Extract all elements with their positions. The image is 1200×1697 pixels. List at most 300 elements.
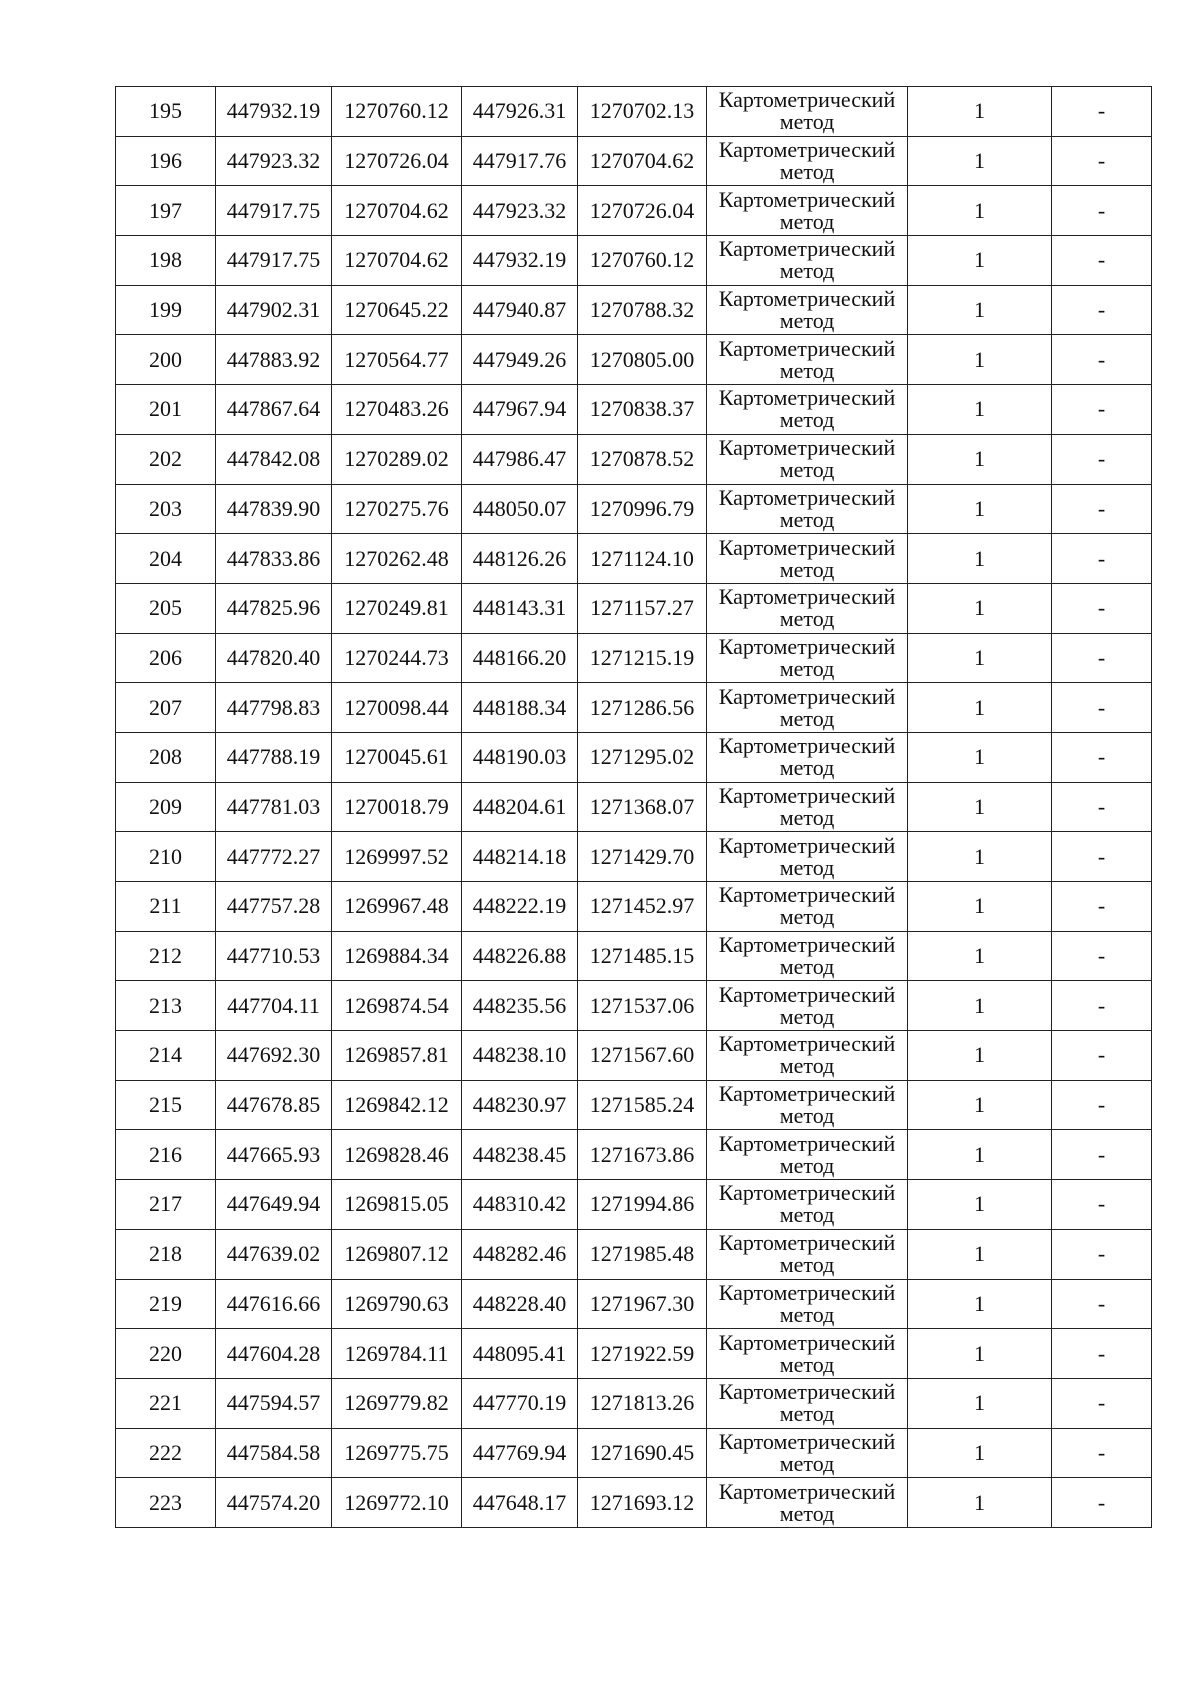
point-number-cell: 206 [116,633,216,683]
note-cell: - [1052,732,1152,782]
y1-cell: 1269842.12 [332,1080,462,1130]
table-row [116,882,1152,932]
y1-cell: 1270275.76 [332,484,462,534]
y2-cell: 1270838.37 [578,385,707,435]
y1-cell: 1269779.82 [332,1378,462,1428]
point-number-cell: 214 [116,1031,216,1081]
precision-cell: 1 [908,87,1052,137]
table-row [116,931,1152,981]
method-cell [707,1378,908,1428]
method-line-2: метод [779,1252,835,1278]
method-line-2: метод [779,208,835,234]
x1-cell: 447665.93 [216,1130,332,1180]
y2-cell: 1271452.97 [578,882,707,932]
y2-cell: 1271922.59 [578,1329,707,1379]
y1-cell: 1269807.12 [332,1229,462,1279]
y2-cell: 1271429.70 [578,832,707,882]
method-cell [707,732,908,782]
x1-cell: 447833.86 [216,534,332,584]
y1-cell: 1270483.26 [332,385,462,435]
y2-cell: 1271994.86 [578,1180,707,1230]
method-line-1: Картометрический [718,1428,896,1454]
y1-cell: 1270704.62 [332,186,462,236]
method-line-2: метод [779,357,835,383]
y2-cell: 1271567.60 [578,1031,707,1081]
x1-cell: 447704.11 [216,981,332,1031]
x2-cell: 447986.47 [462,434,578,484]
table-row [116,87,1152,137]
note-cell: - [1052,434,1152,484]
method-line-2: метод [779,954,835,980]
y1-cell: 1269857.81 [332,1031,462,1081]
method-cell [707,583,908,633]
table-row [116,981,1152,1031]
table-row [116,1478,1152,1528]
method-cell [707,484,908,534]
y2-cell: 1271985.48 [578,1229,707,1279]
y2-cell: 1270702.13 [578,87,707,137]
method-cell [707,434,908,484]
method-cell [707,534,908,584]
point-number-cell: 197 [116,186,216,236]
x2-cell: 448228.40 [462,1279,578,1329]
method-cell [707,931,908,981]
x1-cell: 447710.53 [216,931,332,981]
precision-cell: 1 [908,732,1052,782]
method-cell [707,1130,908,1180]
y2-cell: 1270805.00 [578,335,707,385]
note-cell: - [1052,1180,1152,1230]
y2-cell: 1270704.62 [578,136,707,186]
x2-cell: 448143.31 [462,583,578,633]
point-number-cell: 203 [116,484,216,534]
table-row [116,434,1152,484]
point-number-cell: 202 [116,434,216,484]
precision-cell: 1 [908,683,1052,733]
method-line-1: Картометрический [718,335,896,361]
note-cell: - [1052,335,1152,385]
method-line-1: Картометрический [718,1081,896,1107]
y2-cell: 1270760.12 [578,236,707,286]
y2-cell: 1271215.19 [578,633,707,683]
note-cell: - [1052,136,1152,186]
table-row [116,1031,1152,1081]
x2-cell: 448235.56 [462,981,578,1031]
method-line-2: метод [779,1053,835,1079]
note-cell: - [1052,1130,1152,1180]
method-line-1: Картометрический [718,782,896,808]
y1-cell: 1269884.34 [332,931,462,981]
x1-cell: 447781.03 [216,782,332,832]
x1-cell: 447825.96 [216,583,332,633]
method-line-2: метод [779,1152,835,1178]
method-line-2: метод [779,407,835,433]
x2-cell: 447923.32 [462,186,578,236]
method-line-2: метод [779,1500,835,1526]
x1-cell: 447678.85 [216,1080,332,1130]
note-cell: - [1052,1378,1152,1428]
point-number-cell: 218 [116,1229,216,1279]
method-cell [707,87,908,137]
method-line-2: метод [779,705,835,731]
y1-cell: 1269772.10 [332,1478,462,1528]
method-line-2: метод [779,258,835,284]
method-line-1: Картометрический [718,286,896,312]
method-cell [707,285,908,335]
table-row [116,136,1152,186]
point-number-cell: 217 [116,1180,216,1230]
point-number-cell: 200 [116,335,216,385]
precision-cell: 1 [908,285,1052,335]
x2-cell: 448214.18 [462,832,578,882]
note-cell: - [1052,583,1152,633]
point-number-cell: 204 [116,534,216,584]
point-number-cell: 196 [116,136,216,186]
point-number-cell: 211 [116,882,216,932]
precision-cell: 1 [908,1428,1052,1478]
method-cell [707,882,908,932]
precision-cell: 1 [908,1080,1052,1130]
table-row [116,1378,1152,1428]
y2-cell: 1270996.79 [578,484,707,534]
method-cell [707,832,908,882]
y1-cell: 1270244.73 [332,633,462,683]
x1-cell: 447788.19 [216,732,332,782]
y1-cell: 1269874.54 [332,981,462,1031]
precision-cell: 1 [908,1130,1052,1180]
method-line-2: метод [779,556,835,582]
point-number-cell: 208 [116,732,216,782]
precision-cell: 1 [908,484,1052,534]
point-number-cell: 212 [116,931,216,981]
note-cell: - [1052,534,1152,584]
method-line-2: метод [779,109,835,135]
table-row [116,1080,1152,1130]
x1-cell: 447772.27 [216,832,332,882]
table-row [116,1229,1152,1279]
precision-cell: 1 [908,583,1052,633]
point-number-cell: 199 [116,285,216,335]
method-line-1: Картометрический [718,683,896,709]
note-cell: - [1052,683,1152,733]
method-line-2: метод [779,159,835,185]
precision-cell: 1 [908,882,1052,932]
x1-cell: 447692.30 [216,1031,332,1081]
x2-cell: 448095.41 [462,1329,578,1379]
x2-cell: 448230.97 [462,1080,578,1130]
table-body [116,87,1152,1528]
x1-cell: 447917.75 [216,186,332,236]
precision-cell: 1 [908,1478,1052,1528]
method-line-2: метод [779,804,835,830]
y1-cell: 1270704.62 [332,236,462,286]
method-cell [707,385,908,435]
table-row [116,285,1152,335]
precision-cell: 1 [908,931,1052,981]
method-cell [707,683,908,733]
note-cell: - [1052,87,1152,137]
table-row [116,236,1152,286]
y2-cell: 1271485.15 [578,931,707,981]
method-line-1: Картометрический [718,1379,896,1405]
method-line-1: Картометрический [718,584,896,610]
y1-cell: 1270098.44 [332,683,462,733]
method-line-2: метод [779,1202,835,1228]
note-cell: - [1052,931,1152,981]
method-line-2: метод [779,1401,835,1427]
method-line-1: Картометрический [718,87,896,113]
y2-cell: 1271295.02 [578,732,707,782]
method-cell [707,335,908,385]
y1-cell: 1269784.11 [332,1329,462,1379]
x2-cell: 448166.20 [462,633,578,683]
x1-cell: 447616.66 [216,1279,332,1329]
method-line-1: Картометрический [718,137,896,163]
note-cell: - [1052,1229,1152,1279]
note-cell: - [1052,1478,1152,1528]
x2-cell: 447926.31 [462,87,578,137]
x1-cell: 447574.20 [216,1478,332,1528]
x2-cell: 447648.17 [462,1478,578,1528]
method-line-2: метод [779,308,835,334]
y2-cell: 1271693.12 [578,1478,707,1528]
table-row [116,534,1152,584]
point-number-cell: 201 [116,385,216,435]
method-cell [707,633,908,683]
method-line-2: метод [779,1103,835,1129]
precision-cell: 1 [908,534,1052,584]
method-cell [707,186,908,236]
y1-cell: 1270018.79 [332,782,462,832]
method-cell [707,1180,908,1230]
y1-cell: 1270564.77 [332,335,462,385]
method-line-1: Картометрический [718,1279,896,1305]
precision-cell: 1 [908,1180,1052,1230]
x2-cell: 447932.19 [462,236,578,286]
y1-cell: 1270045.61 [332,732,462,782]
y2-cell: 1270726.04 [578,186,707,236]
point-number-cell: 222 [116,1428,216,1478]
table-row [116,186,1152,236]
method-line-1: Картометрический [718,981,896,1007]
y2-cell: 1271368.07 [578,782,707,832]
method-line-2: метод [779,606,835,632]
precision-cell: 1 [908,782,1052,832]
note-cell: - [1052,981,1152,1031]
y1-cell: 1269828.46 [332,1130,462,1180]
y2-cell: 1271157.27 [578,583,707,633]
method-line-1: Картометрический [718,633,896,659]
x1-cell: 447757.28 [216,882,332,932]
y2-cell: 1271673.86 [578,1130,707,1180]
x2-cell: 448190.03 [462,732,578,782]
note-cell: - [1052,882,1152,932]
x2-cell: 448126.26 [462,534,578,584]
table-row [116,633,1152,683]
method-cell [707,136,908,186]
method-line-1: Картометрический [718,534,896,560]
x1-cell: 447649.94 [216,1180,332,1230]
x2-cell: 448310.42 [462,1180,578,1230]
method-line-1: Картометрический [718,832,896,858]
method-cell [707,1329,908,1379]
point-number-cell: 215 [116,1080,216,1130]
method-cell [707,1428,908,1478]
note-cell: - [1052,1080,1152,1130]
y1-cell: 1270645.22 [332,285,462,335]
y2-cell: 1271967.30 [578,1279,707,1329]
precision-cell: 1 [908,186,1052,236]
x1-cell: 447839.90 [216,484,332,534]
x2-cell: 447949.26 [462,335,578,385]
x1-cell: 447923.32 [216,136,332,186]
note-cell: - [1052,1031,1152,1081]
note-cell: - [1052,285,1152,335]
y1-cell: 1269775.75 [332,1428,462,1478]
y2-cell: 1271286.56 [578,683,707,733]
method-cell [707,981,908,1031]
x1-cell: 447883.92 [216,335,332,385]
coordinates-table [115,86,1152,1528]
x2-cell: 448238.10 [462,1031,578,1081]
x2-cell: 447940.87 [462,285,578,335]
x1-cell: 447639.02 [216,1229,332,1279]
y1-cell: 1269997.52 [332,832,462,882]
note-cell: - [1052,782,1152,832]
x1-cell: 447594.57 [216,1378,332,1428]
point-number-cell: 209 [116,782,216,832]
y2-cell: 1270878.52 [578,434,707,484]
method-cell [707,1478,908,1528]
precision-cell: 1 [908,633,1052,683]
x2-cell: 448188.34 [462,683,578,733]
x2-cell: 448238.45 [462,1130,578,1180]
note-cell: - [1052,1428,1152,1478]
x1-cell: 447932.19 [216,87,332,137]
x1-cell: 447917.75 [216,236,332,286]
point-number-cell: 210 [116,832,216,882]
precision-cell: 1 [908,136,1052,186]
method-line-2: метод [779,904,835,930]
method-line-1: Картометрический [718,882,896,908]
precision-cell: 1 [908,1031,1052,1081]
method-line-2: метод [779,1450,835,1476]
x1-cell: 447584.58 [216,1428,332,1478]
method-cell [707,782,908,832]
note-cell: - [1052,484,1152,534]
method-cell [707,1279,908,1329]
method-line-1: Картометрический [718,1031,896,1057]
method-line-2: метод [779,457,835,483]
method-line-2: метод [779,1003,835,1029]
note-cell: - [1052,832,1152,882]
note-cell: - [1052,385,1152,435]
x2-cell: 448282.46 [462,1229,578,1279]
point-number-cell: 223 [116,1478,216,1528]
table-row [116,583,1152,633]
note-cell: - [1052,1329,1152,1379]
y2-cell: 1270788.32 [578,285,707,335]
table-row [116,832,1152,882]
precision-cell: 1 [908,1279,1052,1329]
method-line-1: Картометрический [718,1180,896,1206]
precision-cell: 1 [908,1229,1052,1279]
y2-cell: 1271537.06 [578,981,707,1031]
method-line-1: Картометрический [718,1478,896,1504]
note-cell: - [1052,1279,1152,1329]
method-cell [707,1229,908,1279]
method-line-1: Картометрический [718,932,896,958]
method-line-2: метод [779,506,835,532]
precision-cell: 1 [908,236,1052,286]
method-line-1: Картометрический [718,733,896,759]
method-line-2: метод [779,1301,835,1327]
x1-cell: 447842.08 [216,434,332,484]
table-row [116,1279,1152,1329]
table-row [116,732,1152,782]
method-line-2: метод [779,1351,835,1377]
point-number-cell: 213 [116,981,216,1031]
table-row [116,335,1152,385]
precision-cell: 1 [908,385,1052,435]
method-cell [707,1080,908,1130]
y1-cell: 1269967.48 [332,882,462,932]
note-cell: - [1052,633,1152,683]
y1-cell: 1270289.02 [332,434,462,484]
y2-cell: 1271690.45 [578,1428,707,1478]
x1-cell: 447867.64 [216,385,332,435]
x1-cell: 447902.31 [216,285,332,335]
method-line-2: метод [779,755,835,781]
point-number-cell: 207 [116,683,216,733]
x2-cell: 447769.94 [462,1428,578,1478]
y2-cell: 1271124.10 [578,534,707,584]
note-cell: - [1052,186,1152,236]
point-number-cell: 205 [116,583,216,633]
note-cell: - [1052,236,1152,286]
table-row [116,1329,1152,1379]
precision-cell: 1 [908,832,1052,882]
precision-cell: 1 [908,1329,1052,1379]
y1-cell: 1270249.81 [332,583,462,633]
x2-cell: 447967.94 [462,385,578,435]
y1-cell: 1269790.63 [332,1279,462,1329]
y1-cell: 1269815.05 [332,1180,462,1230]
x1-cell: 447604.28 [216,1329,332,1379]
method-line-1: Картометрический [718,1130,896,1156]
method-line-1: Картометрический [718,186,896,212]
table-row [116,1180,1152,1230]
method-line-1: Картометрический [718,1230,896,1256]
y1-cell: 1270726.04 [332,136,462,186]
method-line-1: Картометрический [718,1329,896,1355]
x2-cell: 447917.76 [462,136,578,186]
precision-cell: 1 [908,335,1052,385]
method-line-1: Картометрический [718,236,896,262]
method-line-2: метод [779,854,835,880]
precision-cell: 1 [908,981,1052,1031]
x1-cell: 447798.83 [216,683,332,733]
method-line-1: Картометрический [718,484,896,510]
point-number-cell: 216 [116,1130,216,1180]
precision-cell: 1 [908,1378,1052,1428]
point-number-cell: 198 [116,236,216,286]
y1-cell: 1270262.48 [332,534,462,584]
table-row [116,782,1152,832]
method-line-1: Картометрический [718,435,896,461]
x2-cell: 448050.07 [462,484,578,534]
x2-cell: 447770.19 [462,1378,578,1428]
